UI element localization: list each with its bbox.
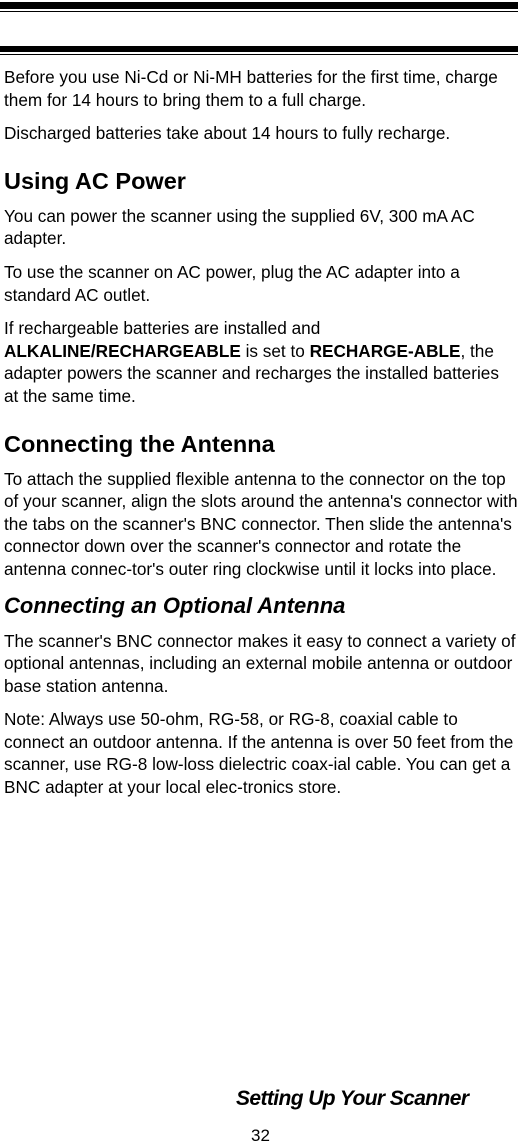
setting-value: RECHARGE-ABLE <box>309 340 461 361</box>
header-rule-bottom-thin <box>0 54 518 55</box>
text-segment: is set to <box>240 340 310 361</box>
setting-name: ALKALINE/RECHARGEABLE <box>4 340 241 361</box>
paragraph-bnc-connector: The scanner's BNC connector makes it easy to connect a variety of optional antennas, including an external mobile antenna or outdoor base station antenna. <box>4 630 516 696</box>
paragraph-rechargeable <box>4 317 518 407</box>
paragraph-ac-adapter: You can power the scanner using the supplied 6V, 300 mA AC adapter. <box>4 205 475 249</box>
header-rule-top <box>0 2 518 9</box>
heading-optional-antenna: Connecting an Optional Antenna <box>4 592 346 618</box>
footer-section-title: Setting Up Your Scanner <box>236 1087 469 1110</box>
paragraph-attach-antenna: To attach the supplied flexible antenna to the connector on the top of your scanner, align the slots around the antenna's connector with the tabs on the scanner's BNC connector. Then slide the antenna's connector down over the scanner's connector and rotate the antenna connec-tor's outer ring clockwise until it locks into place. <box>4 468 518 579</box>
paragraph-first-charge: Before you use Ni-Cd or Ni-MH batteries for the first time, charge them for 14 hours to bring them to a full charge. <box>4 67 498 110</box>
paragraph-discharged: Discharged batteries take about 14 hours to fully recharge. <box>4 123 451 144</box>
page-number: 32 <box>251 1126 270 1145</box>
heading-connecting-antenna: Connecting the Antenna <box>4 430 275 457</box>
header-rule-top-thin <box>0 11 518 12</box>
header-rule-bottom <box>0 46 518 52</box>
page-content <box>4 66 518 810</box>
paragraph-note-coax: Note: Always use 50-ohm, RG-58, or RG-8, coaxial cable to connect an outdoor antenna. If the antenna is over 50 feet from the scanner, use RG-8 low-loss dielectric coax-ial cable. You can get a BNC adapter at your local elec-tronics store. <box>4 709 514 798</box>
text-segment: If rechargeable batteries are installed and <box>4 318 321 339</box>
paragraph-ac-outlet: To use the scanner on AC power, plug the AC adapter into a standard AC outlet. <box>4 261 460 305</box>
heading-ac-power: Using AC Power <box>4 167 186 194</box>
text-segment: , the adapter powers the scanner and recharges the installed batteries at the same time. <box>4 340 499 406</box>
